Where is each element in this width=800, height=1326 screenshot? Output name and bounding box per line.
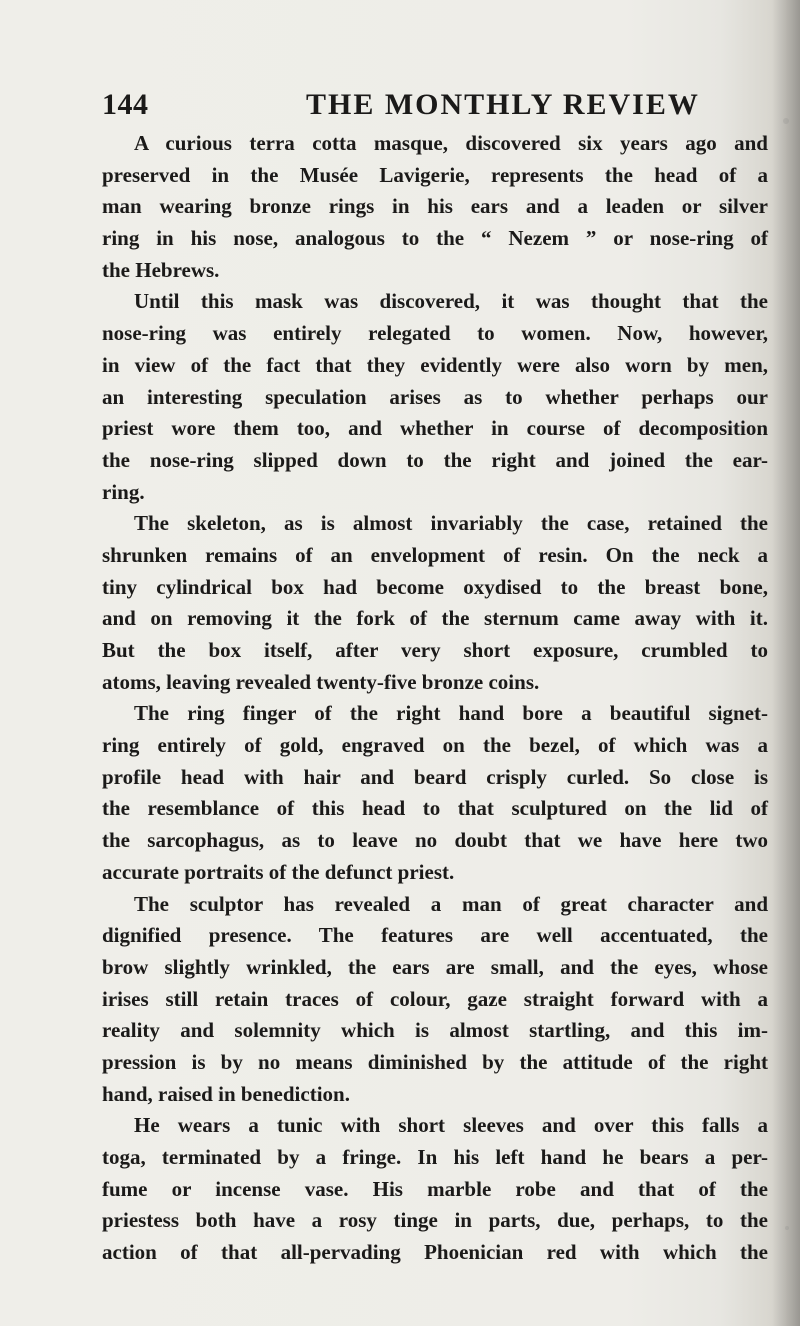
text-line: A curious terra cotta masque, discovered six years ago and	[134, 131, 768, 155]
page-header	[102, 84, 769, 126]
text-line: toga, terminated by a fringe. In his left hand he bears a per-	[102, 1145, 768, 1169]
text-line: man wearing bronze rings in his ears and a leaden or silver	[102, 194, 768, 219]
text-line: brow slightly wrinkled, the ears are small, and the eyes, whose	[102, 954, 768, 979]
text-line: in view of the fact that they evidently were also worn by men,	[102, 352, 768, 377]
text-line: atoms, leaving revealed twenty-five bronze coins.	[102, 669, 540, 694]
text-line: hand, raised in benediction.	[102, 1081, 350, 1106]
text-line: The ring finger of the right hand bore a beautiful signet-	[134, 701, 768, 726]
text-line: ring entirely of gold, engraved on the bezel, of which was a	[102, 733, 768, 758]
article-body	[102, 128, 768, 1269]
text-line: Until this mask was discovered, it was thought that the	[134, 289, 768, 314]
text-line: irises still retain traces of colour, gaze straight forward with a	[102, 986, 768, 1011]
text-line: shrunken remains of an envelopment of resin. On the neck a	[102, 542, 768, 567]
text-line: reality and solemnity which is almost startling, and this im-	[102, 1018, 768, 1043]
running-title: THE MONTHLY REVIEW	[306, 88, 700, 121]
text-line: dignified presence. The features are well accentuated, the	[102, 923, 768, 948]
page-number: 144	[102, 88, 149, 121]
text-line: fume or incense vase. His marble robe and that of the	[102, 1176, 768, 1201]
text-line: preserved in the Musée Lavigerie, represents the head of a	[102, 162, 768, 187]
text-line: the nose-ring slipped down to the right and joined the ear-	[102, 447, 768, 472]
text-line: the sarcophagus, as to leave no doubt that we have here two	[102, 828, 768, 853]
text-line: ring.	[102, 479, 145, 504]
text-line: the Hebrews.	[102, 257, 220, 282]
text-line: priestess both have a rosy tinge in parts, due, perhaps, to the	[102, 1208, 768, 1233]
text-line: the resemblance of this head to that sculptured on the lid of	[102, 796, 768, 821]
paper-speck	[785, 1226, 789, 1230]
text-line: priest wore them too, and whether in course of decomposition	[102, 416, 768, 441]
text-line: tiny cylindrical box had become oxydised to the breast bone,	[102, 574, 768, 599]
text-line: ring in his nose, analogous to the “ Nezem ” or nose-ring of	[102, 226, 768, 251]
text-line: pression is by no means diminished by the attitude of the right	[102, 1049, 768, 1074]
text-line: and on removing it the fork of the sternum came away with it.	[102, 606, 768, 631]
text-line: an interesting speculation arises as to whether perhaps our	[102, 384, 768, 409]
text-line: accurate portraits of the defunct priest.	[102, 859, 455, 884]
text-line: nose-ring was entirely relegated to women. Now, however,	[102, 321, 768, 346]
text-line: profile head with hair and beard crisply curled. So close is	[102, 764, 768, 789]
text-line: action of that all-pervading Phoenician red with which the	[102, 1240, 768, 1265]
text-line: The skeleton, as is almost invariably the case, retained the	[134, 511, 768, 536]
text-line: He wears a tunic with short sleeves and over this falls a	[134, 1113, 768, 1138]
paper-speck	[783, 118, 789, 124]
text-line: The sculptor has revealed a man of great character and	[134, 891, 768, 916]
text-line: But the box itself, after very short exposure, crumbled to	[102, 638, 768, 662]
page-edge-shadow	[772, 0, 800, 1326]
